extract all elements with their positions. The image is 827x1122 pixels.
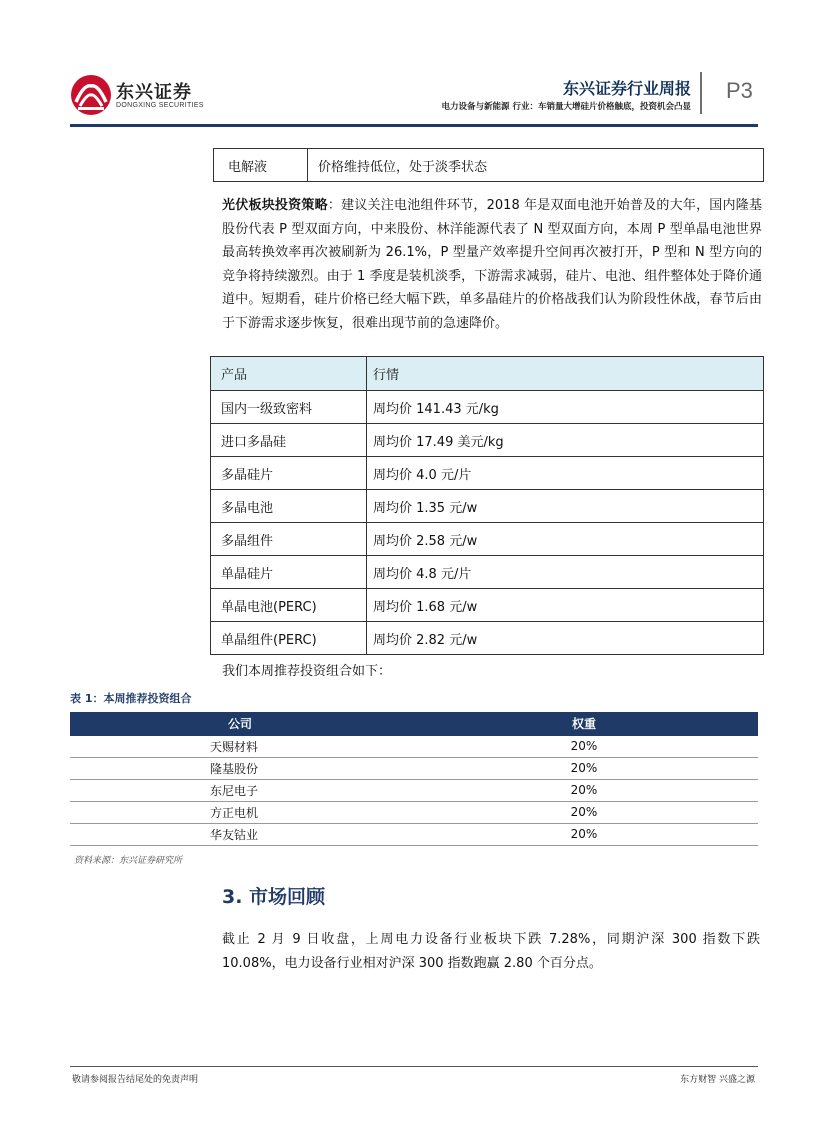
table-row (70, 735, 758, 757)
table-row (70, 757, 758, 779)
table-row (211, 622, 764, 655)
portfolio-caption: 表 1：本周推荐投资组合 (70, 692, 192, 705)
company-logo (70, 74, 220, 118)
price-quote: 周均价 2.58 元/w (367, 523, 764, 556)
portfolio-weight: 20% (410, 735, 758, 757)
market-review-paragraph: 截止 2 月 9 日收盘，上周电力设备行业板块下跌 7.28%，同期沪深 300 指数下跌 10.08%，电力设备行业相对沪深 300 指数跑赢 2.80 个百分点。 (222, 932, 760, 971)
portfolio-table (70, 712, 758, 846)
table-row (211, 457, 764, 490)
price-quote: 周均价 17.49 美元/kg (367, 424, 764, 457)
portfolio-company: 天赐材料 (70, 735, 410, 757)
portfolio-company: 东尼电子 (70, 779, 410, 801)
electrolyte-status: 价格维持低位，处于淡季状态 (318, 160, 488, 175)
price-product: 单晶电池(PERC) (211, 589, 367, 622)
price-product: 多晶硅片 (211, 457, 367, 490)
price-product: 多晶组件 (211, 523, 367, 556)
table-row (211, 556, 764, 589)
table-row (211, 490, 764, 523)
logo-emblem-icon (70, 74, 112, 116)
price-product: 进口多晶硅 (211, 424, 367, 457)
footer-rule (70, 1066, 758, 1067)
electrolyte-row (213, 148, 764, 182)
price-quote: 周均价 2.82 元/w (367, 622, 764, 655)
pv-price-table (210, 356, 764, 655)
price-quote: 周均价 4.8 元/片 (367, 556, 764, 589)
portfolio-company: 方正电机 (70, 801, 410, 823)
portfolio-company: 隆基股份 (70, 757, 410, 779)
table-row (211, 523, 764, 556)
price-table-header-row (211, 357, 764, 391)
price-header-quote: 行情 (367, 357, 764, 391)
portfolio-header-company: 公司 (70, 712, 410, 735)
portfolio-weight: 20% (410, 779, 758, 801)
price-product: 多晶电池 (211, 490, 367, 523)
price-product: 国内一级致密料 (211, 391, 367, 424)
portfolio-company: 华友钴业 (70, 823, 410, 845)
report-title: 东兴证券行业周报 (562, 79, 691, 98)
table-row (70, 779, 758, 801)
price-product: 单晶硅片 (211, 556, 367, 589)
price-quote: 周均价 141.43 元/kg (367, 391, 764, 424)
logo-english-name: DONGXING SECURITIES (116, 102, 204, 109)
electrolyte-product: 电解液 (214, 149, 308, 181)
portfolio-weight: 20% (410, 757, 758, 779)
table-row (211, 391, 764, 424)
pv-strategy-paragraph (222, 194, 762, 335)
pv-strategy-text: ：建议关注电池组件环节，2018 年是双面电池开始普及的大年，国内隆基股份代表 P 型双面方向，中来股份、林洋能源代表了 N 型双面方向，本周 P 型单晶电池世界最高转换效率再次被刷新为 26.1%，P 型量产效率提升空间再次被打开，P 型和 N 型方向的竞争将持续激烈。由于 1 季度是装机淡季，下游需求减弱，硅片、电池、组件整体处于降价通道中。短期看，硅片价格已经大幅下跌，单多晶硅片的价格战我们认为阶段性休战，春节后由于下游需求逐步恢复，很难出现节前的急速降价。 (222, 198, 762, 331)
table-row (211, 589, 764, 622)
header-rule (70, 124, 758, 127)
header-divider (700, 72, 702, 114)
footer-disclaimer: 敬请参阅报告结尾处的免责声明 (72, 1075, 199, 1085)
price-quote: 周均价 1.68 元/w (367, 589, 764, 622)
data-source-note: 资料来源：东兴证券研究所 (74, 856, 183, 866)
page-number: P3 (726, 78, 753, 103)
footer-slogan: 东方财智 兴盛之源 (680, 1075, 755, 1085)
logo-chinese-name: 东兴证券 (116, 82, 192, 103)
price-quote: 周均价 4.0 元/片 (367, 457, 764, 490)
table-row (211, 424, 764, 457)
portfolio-header-weight: 权重 (410, 712, 758, 735)
portfolio-header-row (70, 712, 758, 735)
table-row (70, 801, 758, 823)
pv-strategy-lead: 光伏板块投资策略 (222, 198, 328, 213)
price-header-product: 产品 (211, 357, 367, 391)
table-row (70, 823, 758, 845)
report-subtitle: 电力设备与新能源 行业：车销量大增硅片价格触底，投资机会凸显 (441, 102, 691, 112)
portfolio-weight: 20% (410, 801, 758, 823)
portfolio-intro: 我们本周推荐投资组合如下： (222, 664, 392, 679)
price-product: 单晶组件(PERC) (211, 622, 367, 655)
price-quote: 周均价 1.35 元/w (367, 490, 764, 523)
section-title-market-review: 3. 市场回顾 (222, 886, 326, 908)
portfolio-weight: 20% (410, 823, 758, 845)
